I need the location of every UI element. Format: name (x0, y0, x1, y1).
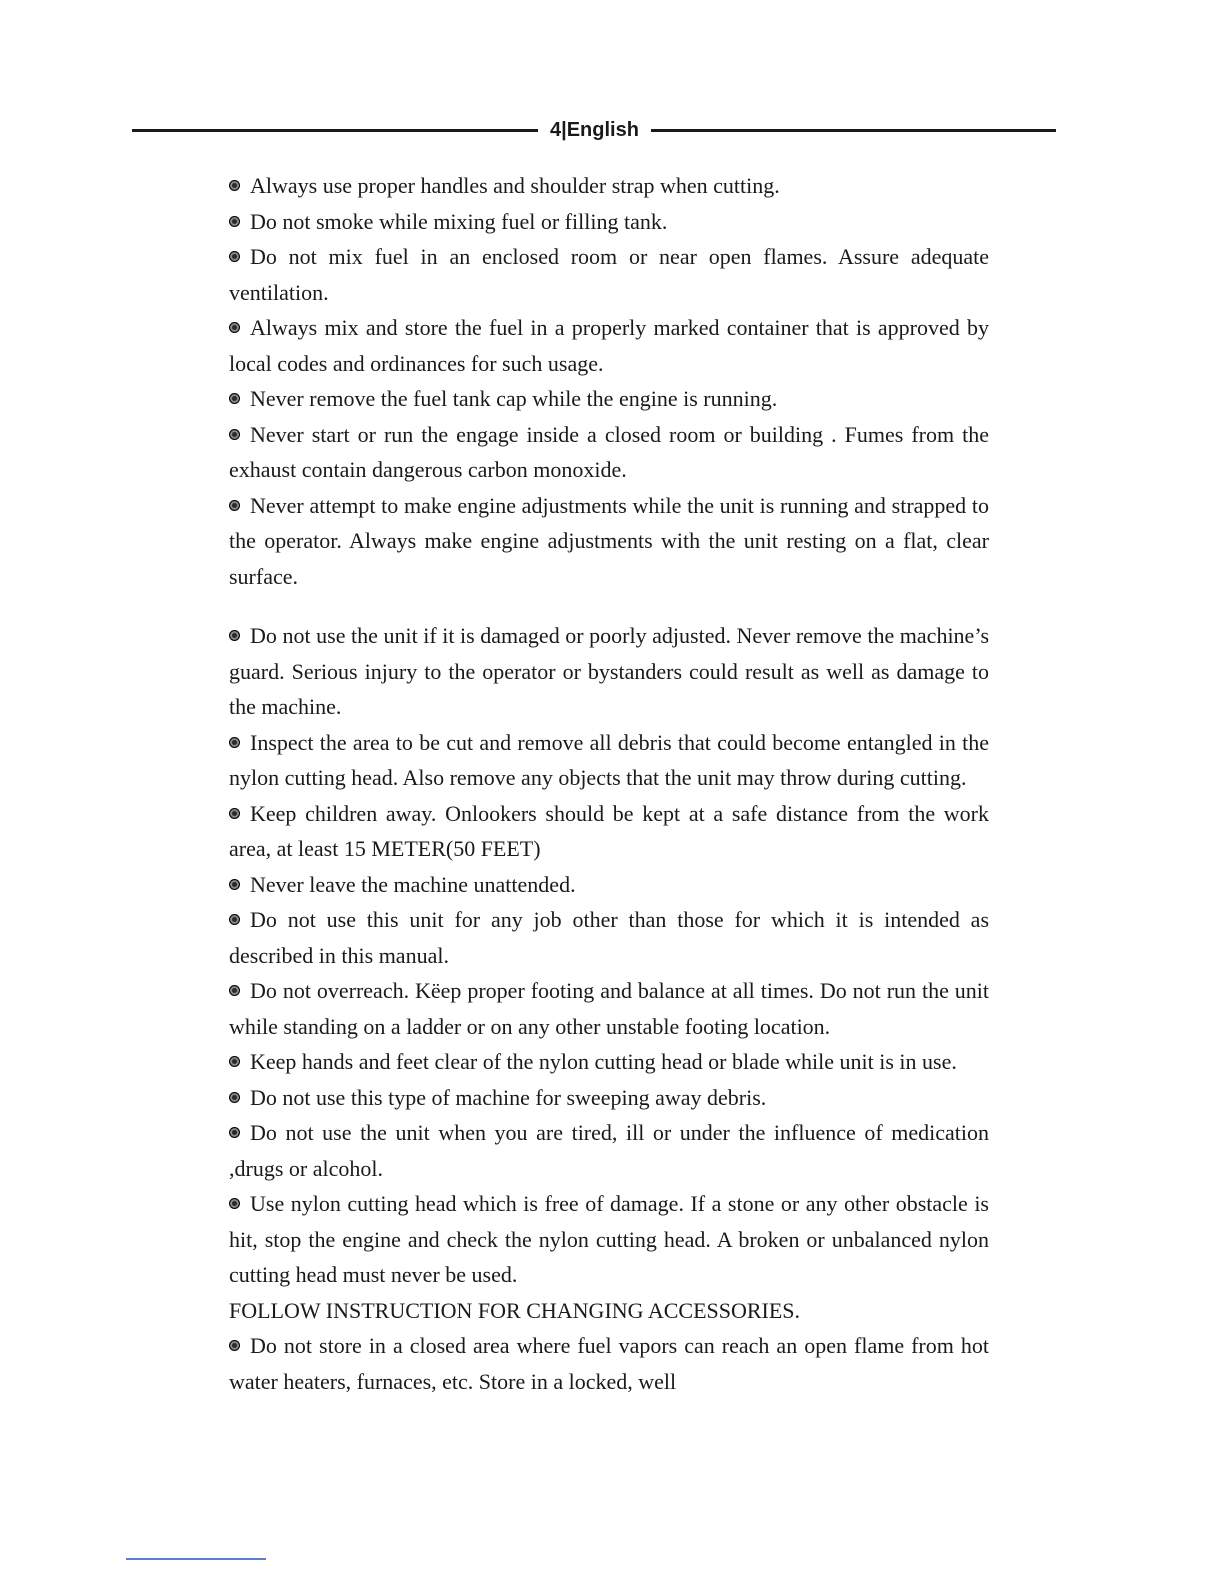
list-item: Do not overreach. Këep proper footing and balance at all times. Do not run the unit while standing on a ladder or on any other unstable footing location. (229, 978, 989, 1039)
bullet-icon (229, 393, 240, 404)
bullet-icon (229, 429, 240, 440)
page-title: 4|English (550, 118, 639, 141)
list-item: Inspect the area to be cut and remove all debris that could become entangled in the nylon cutting head. Also remove any objects that the unit may throw during cutting. (229, 729, 989, 790)
footer-line (126, 1558, 266, 1560)
bullet-icon (229, 914, 240, 925)
list-item: Do not use this type of machine for sweeping away debris. (229, 1080, 989, 1116)
bullet-icon (229, 630, 240, 641)
bullet-icon (229, 1198, 240, 1209)
list-item: Do not store in a closed area where fuel vapors can reach an open flame from hot water heaters, furnaces, etc. Store in a locked, well (229, 1333, 989, 1394)
bullet-icon (229, 251, 240, 262)
accessories-notice: FOLLOW INSTRUCTION FOR CHANGING ACCESSORIES. (229, 1297, 801, 1323)
list-item: Do not use the unit if it is damaged or poorly adjusted. Never remove the machine’s guard. Serious injury to the operator or bystanders could result as well as damage to the machine. (229, 623, 989, 719)
list-item: Always use proper handles and shoulder strap when cutting. (229, 168, 989, 204)
bullet-icon (229, 1340, 240, 1351)
list-item: Do not mix fuel in an enclosed room or near open flames. Assure adequate ventilation. (229, 244, 989, 305)
list-item: Use nylon cutting head which is free of damage. If a stone or any other obstacle is hit, stop the engine and check the nylon cutting head. A broken or unbalanced nylon cutting head must never be used. (229, 1191, 989, 1287)
bullet-icon (229, 1056, 240, 1067)
bullet-icon (229, 808, 240, 819)
list-item: Do not smoke while mixing fuel or filling tank. (229, 204, 989, 240)
list-item: Never leave the machine unattended. (229, 867, 989, 903)
list-item: Keep children away. Onlookers should be kept at a safe distance from the work area, at least 15 METER(50 FEET) (229, 800, 989, 861)
header-rule-right (651, 129, 1056, 132)
bullet-icon (229, 1127, 240, 1138)
bullet-icon (229, 737, 240, 748)
list-item: Never attempt to make engine adjustments while the unit is running and strapped to the operator. Always make engine adjustments with the unit resting on a flat, clear surface. (229, 492, 989, 589)
list-item: Always mix and store the fuel in a properly marked container that is approved by local codes and ordinances for such usage. (229, 315, 989, 376)
list-item: Do not use the unit when you are tired, ill or under the influence of medication ,drugs or alcohol. (229, 1120, 989, 1181)
bullet-icon (229, 216, 240, 227)
bullet-icon (229, 1092, 240, 1103)
bullet-icon (229, 322, 240, 333)
safety-instructions (229, 168, 989, 1399)
bullet-icon (229, 500, 240, 511)
page-header (132, 118, 1056, 142)
list-item: Never remove the fuel tank cap while the engine is running. (229, 381, 989, 417)
list-item: Do not use this unit for any job other than those for which it is intended as described in this manual. (229, 907, 989, 968)
bullet-icon (229, 180, 240, 191)
header-rule-left (132, 129, 538, 132)
bullet-icon (229, 879, 240, 890)
list-item: Keep hands and feet clear of the nylon cutting head or blade while unit is in use. (229, 1044, 989, 1080)
list-item: Never start or run the engage inside a closed room or building . Fumes from the exhaust contain dangerous carbon monoxide. (229, 421, 989, 482)
bullet-icon (229, 985, 240, 996)
